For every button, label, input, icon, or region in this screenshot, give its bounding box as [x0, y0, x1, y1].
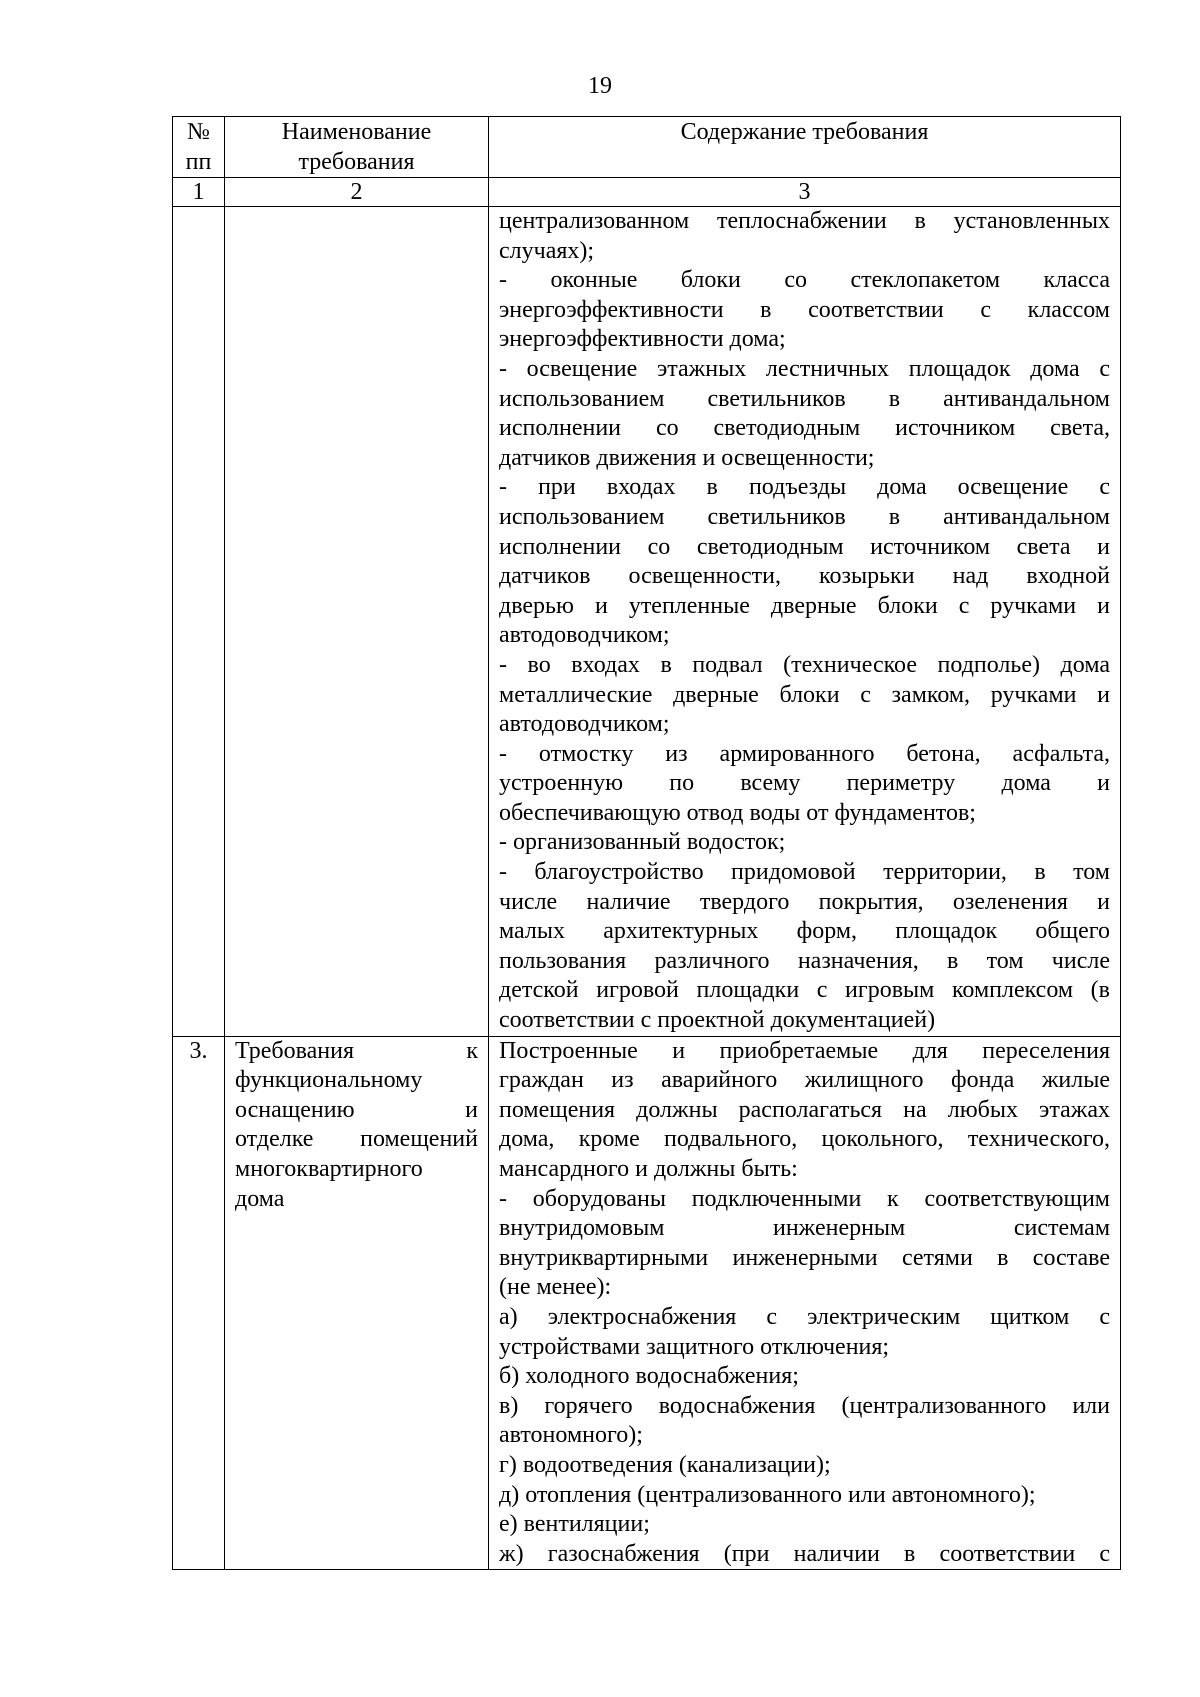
header-content: [489, 117, 1121, 178]
header-name-line1: Наименование: [281, 119, 432, 145]
column-number-1: 1: [173, 178, 225, 207]
text-line: энергоэффективности в соответствии с классом: [499, 296, 1110, 323]
text-line: исполнении со светодиодным источником света,: [499, 415, 1110, 442]
text-line: функциональному: [235, 1067, 423, 1094]
text-line: датчиков движения и освещенности;: [499, 444, 875, 471]
table-row-continued: [173, 207, 1121, 1037]
text-line: обеспечивающую отвод воды от фундаментов;: [499, 799, 976, 826]
row-content-lines: [499, 207, 1110, 1036]
text-line: е) вентиляции;: [499, 1511, 650, 1538]
row-name-lines: [235, 1037, 478, 1215]
text-line: использованием светильников в антивандальном: [499, 503, 1110, 530]
text-line: д) отопления (централизованного или автономного);: [499, 1481, 1036, 1508]
text-line: исполнении со светодиодным источником света и: [499, 533, 1110, 560]
column-number-row: [173, 178, 1121, 207]
text-line: внутриквартирными инженерными сетями в составе: [499, 1244, 1110, 1271]
text-line: случаях);: [499, 237, 595, 264]
row-content-cell: [489, 207, 1121, 1037]
text-line: - организованный водосток;: [499, 829, 786, 856]
text-line: ж) газоснабжения (при наличии в соответствии с: [499, 1540, 1110, 1567]
text-line: многоквартирного: [235, 1156, 423, 1182]
text-line: автодоводчиком;: [499, 711, 670, 738]
text-line: числе наличие твердого покрытия, озеленения и: [499, 888, 1110, 915]
text-line: мансардного и должны быть:: [499, 1156, 798, 1182]
text-line: - освещение этажных лестничных площадок дома с: [499, 355, 1110, 382]
text-line: соответствии с проектной документацией): [499, 1007, 936, 1034]
row-content-cell: [489, 1036, 1121, 1570]
text-line: б) холодного водоснабжения;: [499, 1363, 799, 1390]
text-line: пользования различного назначения, в том числе: [499, 947, 1110, 974]
text-line: энергоэффективности дома;: [499, 326, 786, 353]
text-line: дома: [235, 1185, 285, 1212]
text-line: автодоводчиком;: [499, 622, 670, 649]
text-line: а) электроснабжения с электрическим щитком с: [499, 1303, 1110, 1330]
requirements-table: [172, 116, 1121, 1570]
header-number-line2: пп: [185, 149, 212, 175]
text-line: Требования к: [235, 1037, 478, 1064]
text-line: дома, кроме подвального, цокольного, технического,: [499, 1126, 1110, 1153]
header-name: [225, 117, 489, 178]
text-line: внутридомовым инженерным системам: [499, 1215, 1110, 1242]
text-line: г) водоотведения (канализации);: [499, 1451, 831, 1478]
table-header-row: [173, 117, 1121, 178]
column-number-2: 2: [225, 178, 489, 207]
row-number-cell: 3.: [173, 1036, 225, 1570]
text-line: использованием светильников в антивандальном: [499, 385, 1110, 412]
text-line: автономного);: [499, 1422, 643, 1449]
row-name-cell: [225, 1036, 489, 1570]
text-line: граждан из аварийного жилищного фонда жилые: [499, 1067, 1110, 1094]
row-content-lines: [499, 1037, 1110, 1570]
text-line: (не менее):: [499, 1274, 612, 1301]
text-line: дверью и утепленные дверные блоки с ручками и: [499, 592, 1110, 619]
row-name-cell: [225, 207, 489, 1037]
text-line: Построенные и приобретаемые для переселения: [499, 1037, 1110, 1064]
column-number-3: 3: [489, 178, 1121, 207]
header-number: [173, 117, 225, 178]
text-line: устроенную по всему периметру дома и: [499, 770, 1110, 797]
text-line: помещения должны располагаться на любых этажах: [499, 1096, 1110, 1123]
text-line: - оконные блоки со стеклопакетом класса: [499, 267, 1110, 294]
text-line: централизованном теплоснабжении в установленных: [499, 208, 1110, 234]
table-row-3: [173, 1036, 1121, 1570]
page-number: 19: [588, 73, 612, 99]
text-line: оснащению и: [235, 1096, 478, 1123]
text-line: - отмостку из армированного бетона, асфальта,: [499, 740, 1110, 767]
text-line: - благоустройство придомовой территории, в том: [499, 859, 1110, 886]
row-number-cell: [173, 207, 225, 1037]
text-line: - оборудованы подключенными к соответствующим: [499, 1185, 1110, 1212]
text-line: отделке помещений: [235, 1126, 478, 1153]
text-line: малых архитектурных форм, площадок общего: [499, 918, 1110, 945]
text-line: - при входах в подъезды дома освещение с: [499, 474, 1110, 501]
header-name-line2: требования: [298, 149, 415, 175]
text-line: датчиков освещенности, козырьки над входной: [499, 563, 1110, 590]
text-line: детской игровой площадки с игровым комплексом (в: [499, 977, 1110, 1004]
header-content-label: Содержание требования: [680, 119, 929, 145]
text-line: - во входах в подвал (техническое подполье) дома: [499, 651, 1110, 678]
text-line: металлические дверные блоки с замком, ручками и: [499, 681, 1110, 708]
header-number-line1: №: [187, 119, 210, 145]
text-line: в) горячего водоснабжения (централизованного или: [499, 1392, 1110, 1419]
text-line: устройствами защитного отключения;: [499, 1333, 890, 1360]
